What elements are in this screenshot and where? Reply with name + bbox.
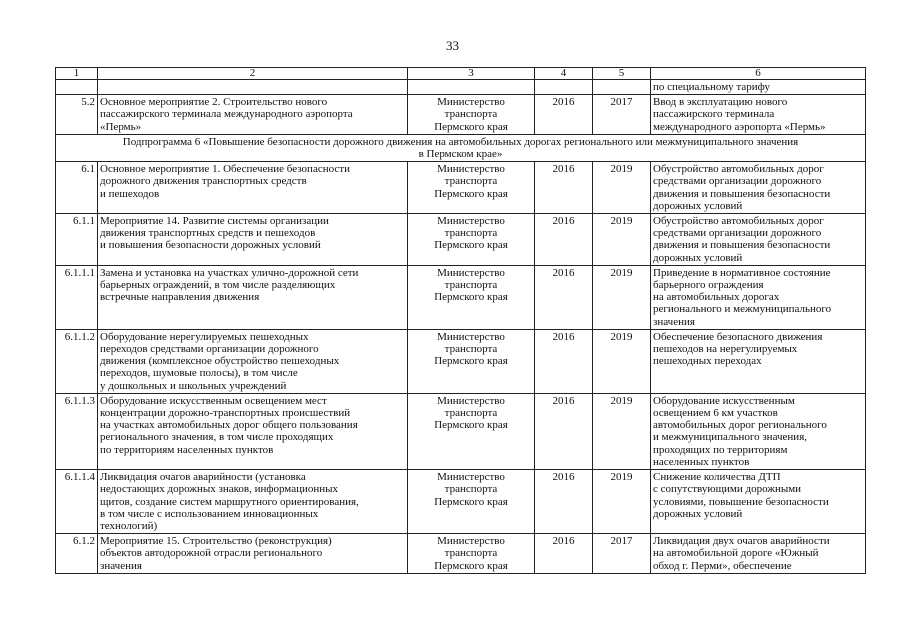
- end-year: 2019: [593, 393, 651, 469]
- executor: [408, 393, 535, 469]
- end-year: 2019: [593, 214, 651, 266]
- start-year: 2016: [535, 470, 593, 534]
- table-row: [56, 162, 866, 214]
- start-year: 2016: [535, 162, 593, 214]
- expected-result-line: освещением 6 км участков: [653, 407, 778, 420]
- item-name: [98, 162, 408, 214]
- item-name-line: движения (комплексное обустройство пешеходных: [100, 355, 340, 368]
- expected-result-line: обход г. Перми», обеспечение: [653, 559, 792, 572]
- expected-result-line: Обустройство автомобильных дорог: [653, 163, 824, 176]
- item-name-line: Ликвидация очагов аварийности (установка: [100, 471, 306, 484]
- subprogram-row: [56, 134, 866, 161]
- item-name: [98, 265, 408, 329]
- expected-result-line: с сопутствующими дорожными: [653, 483, 802, 496]
- table-row: [56, 265, 866, 329]
- subprogram-title: [56, 134, 866, 161]
- expected-result-line: Ввод в эксплуатацию нового: [653, 96, 788, 109]
- item-name-line: и повышения безопасности дорожных условий: [100, 239, 321, 252]
- expected-result-line: средствами организации дорожного: [653, 227, 822, 240]
- executor-line: Пермского края: [434, 419, 508, 432]
- item-name: [98, 95, 408, 135]
- end-year: 2019: [593, 265, 651, 329]
- executor-line: транспорта: [444, 279, 498, 292]
- item-number: 6.1.1.1: [56, 265, 98, 329]
- end-year: 2019: [593, 162, 651, 214]
- table-row: [56, 329, 866, 393]
- end-year: 2019: [593, 329, 651, 393]
- item-name-line: Основное мероприятие 2. Строительство нового: [100, 96, 328, 109]
- executor: [408, 534, 535, 574]
- item-name: [98, 393, 408, 469]
- program-table: [55, 67, 866, 574]
- expected-result-line: населенных пунктов: [653, 455, 750, 468]
- item-name-line: Оборудование искусственным освещением мест: [100, 394, 327, 407]
- executor-line: Министерство: [437, 163, 505, 176]
- executor-line: Пермского края: [434, 239, 508, 252]
- expected-result-line: Оборудование искусственным: [653, 394, 795, 407]
- end-year: 2017: [593, 534, 651, 574]
- item-name-line: регионального значения, в том числе проходящих: [100, 431, 334, 444]
- start-year: 2016: [535, 265, 593, 329]
- executor-line: транспорта: [444, 343, 498, 356]
- item-name-line: Замена и установка на участках улично-дорожной сети: [100, 266, 359, 279]
- start-year: 2016: [535, 214, 593, 266]
- executor-line: транспорта: [444, 227, 498, 240]
- executor-line: транспорта: [444, 175, 498, 188]
- executor-line: Министерство: [437, 96, 505, 109]
- item-name-line: переходов средствами организации дорожного: [100, 343, 319, 356]
- executor-line: Министерство: [437, 266, 505, 279]
- executor-line: транспорта: [444, 547, 498, 560]
- item-name-line: у дошкольных и школьных учреждений: [100, 379, 287, 392]
- empty-cell: [56, 80, 98, 95]
- expected-result-line: международного аэропорта «Пермь»: [653, 120, 826, 133]
- table-row: [56, 214, 866, 266]
- expected-result-line: дорожных условий: [653, 251, 743, 264]
- expected-result-line: Обеспечение безопасного движения: [653, 330, 823, 343]
- item-name-line: барьерных ограждений, в том числе разделяющих: [100, 279, 336, 292]
- start-year: 2016: [535, 329, 593, 393]
- item-name-line: Мероприятие 15. Строительство (реконструкция): [100, 535, 332, 548]
- expected-result-line: Обустройство автомобильных дорог: [653, 215, 824, 228]
- executor-line: транспорта: [444, 483, 498, 496]
- expected-result-line: значения: [653, 315, 695, 328]
- item-name-line: концентрации дорожно-транспортных происшествий: [100, 407, 351, 420]
- item-name-line: недостающих дорожных знаков, информационных: [100, 483, 339, 496]
- item-number: 6.1.1.3: [56, 393, 98, 469]
- executor-line: Министерство: [437, 471, 505, 484]
- col-number-4: 4: [535, 68, 593, 80]
- column-number-row: [56, 68, 866, 80]
- expected-result-line: движения и повышения безопасности: [653, 187, 831, 200]
- item-name: [98, 534, 408, 574]
- expected-result-line: проходящих по территориям: [653, 443, 788, 456]
- expected-result-line: на автомобильной дороге «Южный: [653, 547, 819, 560]
- col-number-3: 3: [408, 68, 535, 80]
- item-name-line: на участках автомобильных дорог общего пользования: [100, 419, 358, 432]
- table-row: [56, 534, 866, 574]
- expected-result-line: пассажирского терминала: [653, 108, 775, 121]
- executor: [408, 470, 535, 534]
- expected-result: [651, 534, 866, 574]
- executor-line: Пермского края: [434, 559, 508, 572]
- item-name-line: и пешеходов: [100, 187, 160, 200]
- empty-cell: [408, 80, 535, 95]
- page-number: 33: [446, 38, 459, 53]
- start-year: 2016: [535, 534, 593, 574]
- item-name: [98, 214, 408, 266]
- expected-result-line: Приведение в нормативное состояние: [653, 266, 831, 279]
- start-year: 2016: [535, 95, 593, 135]
- executor-line: транспорта: [444, 108, 498, 121]
- item-name-line: Основное мероприятие 1. Обеспечение безопасности: [100, 163, 350, 176]
- expected-result-line: движения и повышения безопасности: [653, 239, 831, 252]
- result-cell: по специальному тарифу: [651, 80, 866, 95]
- executor-line: Пермского края: [434, 120, 508, 133]
- table-row: [56, 470, 866, 534]
- executor: [408, 214, 535, 266]
- item-name-line: Мероприятие 14. Развитие системы организации: [100, 215, 329, 228]
- item-name-line: «Пермь»: [100, 120, 142, 133]
- executor-line: Министерство: [437, 330, 505, 343]
- col-number-2: 2: [98, 68, 408, 80]
- item-number: 6.1.1.4: [56, 470, 98, 534]
- item-number: 6.1.1: [56, 214, 98, 266]
- executor-line: Пермского края: [434, 291, 508, 304]
- table-row: [56, 95, 866, 135]
- expected-result: [651, 470, 866, 534]
- executor-line: Министерство: [437, 535, 505, 548]
- item-name-line: щитов, создание систем маршрутного ориентирования,: [100, 495, 359, 508]
- executor: [408, 265, 535, 329]
- executor-line: Пермского края: [434, 355, 508, 368]
- end-year: 2019: [593, 470, 651, 534]
- start-year: 2016: [535, 393, 593, 469]
- item-name-line: значения: [100, 559, 142, 572]
- expected-result: [651, 393, 866, 469]
- expected-result-line: барьерного ограждения: [653, 279, 764, 292]
- executor: [408, 162, 535, 214]
- expected-result: [651, 95, 866, 135]
- expected-result-line: и межмуниципального значения,: [653, 431, 808, 444]
- item-number: 6.1: [56, 162, 98, 214]
- item-name-line: встречные направления движения: [100, 291, 260, 304]
- item-name-line: движения транспортных средств и пешеходов: [100, 227, 316, 240]
- end-year: 2017: [593, 95, 651, 135]
- item-name-line: переходов, шумовые полосы), в том числе: [100, 367, 298, 380]
- item-name-line: дорожного движения транспортных средств: [100, 175, 307, 188]
- item-name-line: в том числе с использованием инновационных: [100, 507, 319, 520]
- empty-cell: [98, 80, 408, 95]
- executor-line: Пермского края: [434, 495, 508, 508]
- item-name: [98, 470, 408, 534]
- col-number-1: 1: [56, 68, 98, 80]
- continuation-row: [56, 80, 866, 95]
- item-name-line: технологий): [100, 519, 158, 532]
- item-name-line: по территориям населенных пунктов: [100, 443, 274, 456]
- expected-result-line: дорожных условий: [653, 507, 743, 520]
- expected-result: [651, 265, 866, 329]
- expected-result-line: автомобильных дорог регионального: [653, 419, 827, 432]
- expected-result-line: Ликвидация двух очагов аварийности: [653, 535, 830, 548]
- item-number: 6.1.1.2: [56, 329, 98, 393]
- empty-cell: [535, 80, 593, 95]
- item-number: 6.1.2: [56, 534, 98, 574]
- item-name-line: Оборудование нерегулируемых пешеходных: [100, 330, 309, 343]
- item-name-line: пассажирского терминала международного аэропорта: [100, 108, 353, 121]
- empty-cell: [593, 80, 651, 95]
- expected-result: [651, 162, 866, 214]
- expected-result-line: пешеходов на нерегулируемых: [653, 343, 798, 356]
- executor: [408, 329, 535, 393]
- subprogram-title-line: Подпрограмма 6 «Повышение безопасности дорожного движения на автомобильных дорогах регионального или межмуниципального значения: [122, 135, 799, 148]
- col-number-6: 6: [651, 68, 866, 80]
- table-row: [56, 393, 866, 469]
- item-name-line: объектов автодорожной отрасли регионального: [100, 547, 323, 560]
- expected-result-line: Снижение количества ДТП: [653, 471, 781, 484]
- executor-line: Министерство: [437, 215, 505, 228]
- executor-line: Пермского края: [434, 187, 508, 200]
- expected-result-line: условиями, повышение безопасности: [653, 495, 829, 508]
- col-number-5: 5: [593, 68, 651, 80]
- item-number: 5.2: [56, 95, 98, 135]
- expected-result-line: регионального и межмуниципального: [653, 303, 832, 316]
- expected-result-line: пешеходных переходах: [653, 355, 762, 368]
- subprogram-title-line: в Пермском крае»: [418, 148, 503, 161]
- expected-result-line: на автомобильных дорогах: [653, 291, 780, 304]
- executor-line: Министерство: [437, 394, 505, 407]
- expected-result: [651, 329, 866, 393]
- executor-line: транспорта: [444, 407, 498, 420]
- expected-result: [651, 214, 866, 266]
- expected-result-line: дорожных условий: [653, 199, 743, 212]
- expected-result-line: средствами организации дорожного: [653, 175, 822, 188]
- executor: [408, 95, 535, 135]
- item-name: [98, 329, 408, 393]
